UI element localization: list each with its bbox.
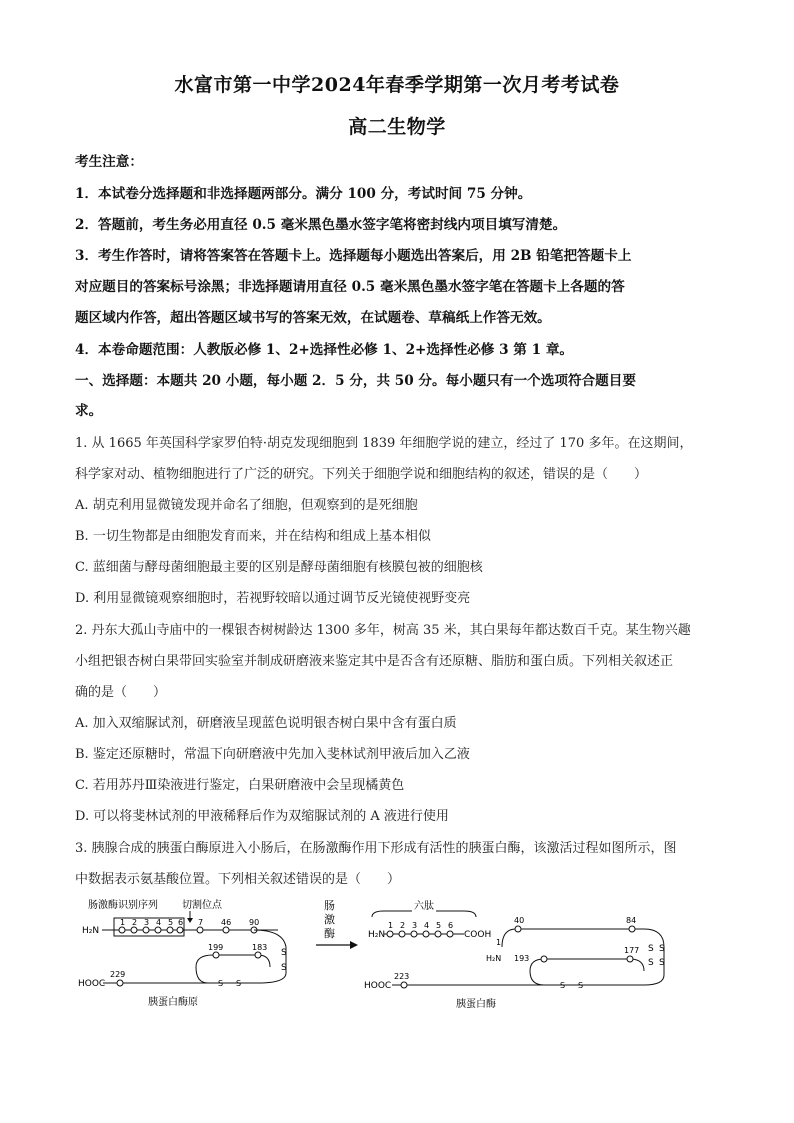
aa-label: 193 <box>514 954 530 963</box>
disulfide-s: S <box>281 963 287 973</box>
q2-option-c: C. 若用苏丹Ⅲ染液进行鉴定，白果研磨液中会呈现橘黄色 <box>75 778 405 793</box>
aa-label: 40 <box>514 916 525 925</box>
notice-item-3-line-3: 题区域内作答，超出答题区域书写的答案无效，在试题卷、草稿纸上作答无效。 <box>75 310 551 326</box>
trypsinogen-diagram <box>78 898 287 1008</box>
exam-subtitle: 高二生物学 <box>348 116 446 138</box>
arrow-label-char: 肠 <box>324 899 335 912</box>
cooh-label: COOH <box>464 930 492 940</box>
aa-label: 183 <box>252 943 268 952</box>
aa-label: 3 <box>144 918 150 927</box>
disulfide-s: S <box>648 944 654 954</box>
aa-label: 5 <box>168 918 174 927</box>
q1-option-a: A. 胡克利用显微镜发现并命名了细胞，但观察到的是死细胞 <box>75 498 418 513</box>
aa-label: 199 <box>208 943 224 952</box>
q2-option-b: B. 鉴定还原糖时，常温下向研磨液中先加入斐林试剂甲液后加入乙液 <box>75 747 470 762</box>
aa-label: 6 <box>178 918 184 927</box>
aa-label: 90 <box>249 918 260 927</box>
c-terminus-label: HOOC <box>364 981 392 991</box>
trypsinogen-caption: 胰蛋白酶原 <box>148 997 198 1008</box>
cleavage-site-label: 切割位点 <box>182 900 222 911</box>
disulfide-s: S <box>659 958 665 968</box>
q3-stem-line-2: 中数据表示氨基酸位置。下列相关叙述错误的是（ ） <box>75 872 401 887</box>
aa-label: 46 <box>221 918 232 927</box>
trypsin-diagram <box>364 899 665 1010</box>
aa-label: 2 <box>132 918 138 927</box>
exam-title: 水富市第一中学2024年春季学期第一次月考考试卷 <box>174 74 620 96</box>
disulfide-s: S <box>236 979 242 988</box>
n-terminus-label: H₂N <box>368 930 386 940</box>
aa-label: 1 <box>120 918 126 927</box>
recognition-sequence-label: 肠激酶识别序列 <box>88 900 158 911</box>
aa-label: 177 <box>624 946 640 955</box>
arrow-label-char: 酶 <box>324 927 335 940</box>
disulfide-s: S <box>218 979 224 988</box>
aa-label: 4 <box>156 918 162 927</box>
aa-label: 7 <box>198 918 204 927</box>
q2-stem-line-2: 小组把银杏树白果带回实验室并制成研磨液来鉴定其中是否含有还原糖、脂肪和蛋白质。下列相关叙述正 <box>75 654 674 669</box>
notice-item-4: 4．本卷命题范围：人教版必修 1、2+选择性必修 1、2+选择性必修 3 第 1 章。 <box>75 342 574 358</box>
aa-label: 1 <box>496 938 502 947</box>
aa-label: 3 <box>412 921 418 930</box>
hexapeptide-label: 六肽 <box>414 901 434 912</box>
c-terminus-label: HOOC <box>78 979 106 989</box>
aa-label: 6 <box>448 921 454 930</box>
aa-label: 2 <box>400 921 406 930</box>
enterokinase-arrow <box>316 899 358 949</box>
q1-stem-line-1: 1. 从 1665 年英国科学家罗伯特·胡克发现细胞到 1839 年细胞学说的建立，经过了 170 多年。在这期间， <box>75 436 693 451</box>
section-heading-line-2: 求。 <box>75 403 103 419</box>
q1-option-b: B. 一切生物都是由细胞发育而来，并在结构和组成上基本相似 <box>75 529 431 544</box>
aa-label: 223 <box>394 972 410 981</box>
disulfide-s: S <box>659 944 665 954</box>
disulfide-s: S <box>648 958 654 968</box>
section-heading-line-1: 一、选择题：本题共 20 小题，每小题 2．5 分，共 50 分。每小题只有一个选项符合题目要 <box>75 373 636 389</box>
disulfide-s: S <box>560 981 566 990</box>
trypsin-caption: 胰蛋白酶 <box>456 999 496 1010</box>
q2-option-a: A. 加入双缩脲试剂，研磨液呈现蓝色说明银杏树白果中含有蛋白质 <box>75 716 457 731</box>
notice-item-3-line-1: 3．考生作答时，请将答案答在答题卡上。选择题每小题选出答案后，用 2B 铅笔把答题卡上 <box>75 248 632 264</box>
arrow-label-char: 激 <box>324 913 335 926</box>
disulfide-s: S <box>281 948 287 958</box>
q2-stem-line-3: 确的是（ ） <box>75 685 167 700</box>
aa-label: 84 <box>626 916 637 925</box>
n-terminus-label: H₂N <box>82 926 100 936</box>
q3-stem-line-1: 3. 胰腺合成的胰蛋白酶原进入小肠后，在肠激酶作用下形成有活性的胰蛋白酶，该激活过程如图所示，图 <box>75 841 677 856</box>
trypsinogen-activation-figure <box>78 895 718 1015</box>
aa-label: 229 <box>110 970 126 979</box>
q2-stem-line-1: 2. 丹东大孤山寺庙中的一棵银杏树树龄达 1300 多年，树高 35 米，其白果每年都达数百千克。某生物兴趣 <box>75 623 691 638</box>
notice-item-2: 2．答题前，考生务必用直径 0.5 毫米黑色墨水签字笔将密封线内项目填写清楚。 <box>75 217 567 233</box>
q1-option-d: D. 利用显微镜观察细胞时，若视野较暗以通过调节反光镜使视野变亮 <box>75 591 471 606</box>
notice-item-1: 1．本试卷分选择题和非选择题两部分。满分 100 分，考试时间 75 分钟。 <box>75 186 532 202</box>
aa-label: 1 <box>388 921 394 930</box>
n-terminus-label: H₂N <box>486 954 502 963</box>
disulfide-s: S <box>578 981 584 990</box>
notice-item-3-line-2: 对应题目的答案标号涂黑；非选择题请用直径 0.5 毫米黑色墨水签字笔在答题卡上各题的答 <box>75 279 625 295</box>
q1-stem-line-2: 科学家对动、植物细胞进行了广泛的研究。下列关于细胞学说和细胞结构的叙述，错误的是（ ） <box>75 467 648 482</box>
q1-option-c: C. 蓝细菌与酵母菌细胞最主要的区别是酵母菌细胞有核膜包被的细胞核 <box>75 560 483 575</box>
q2-option-d: D. 可以将斐林试剂的甲液稀释后作为双缩脲试剂的 A 液进行使用 <box>75 809 449 824</box>
aa-label: 5 <box>436 921 442 930</box>
notice-heading: 考生注意： <box>75 154 143 170</box>
aa-label: 4 <box>424 921 430 930</box>
